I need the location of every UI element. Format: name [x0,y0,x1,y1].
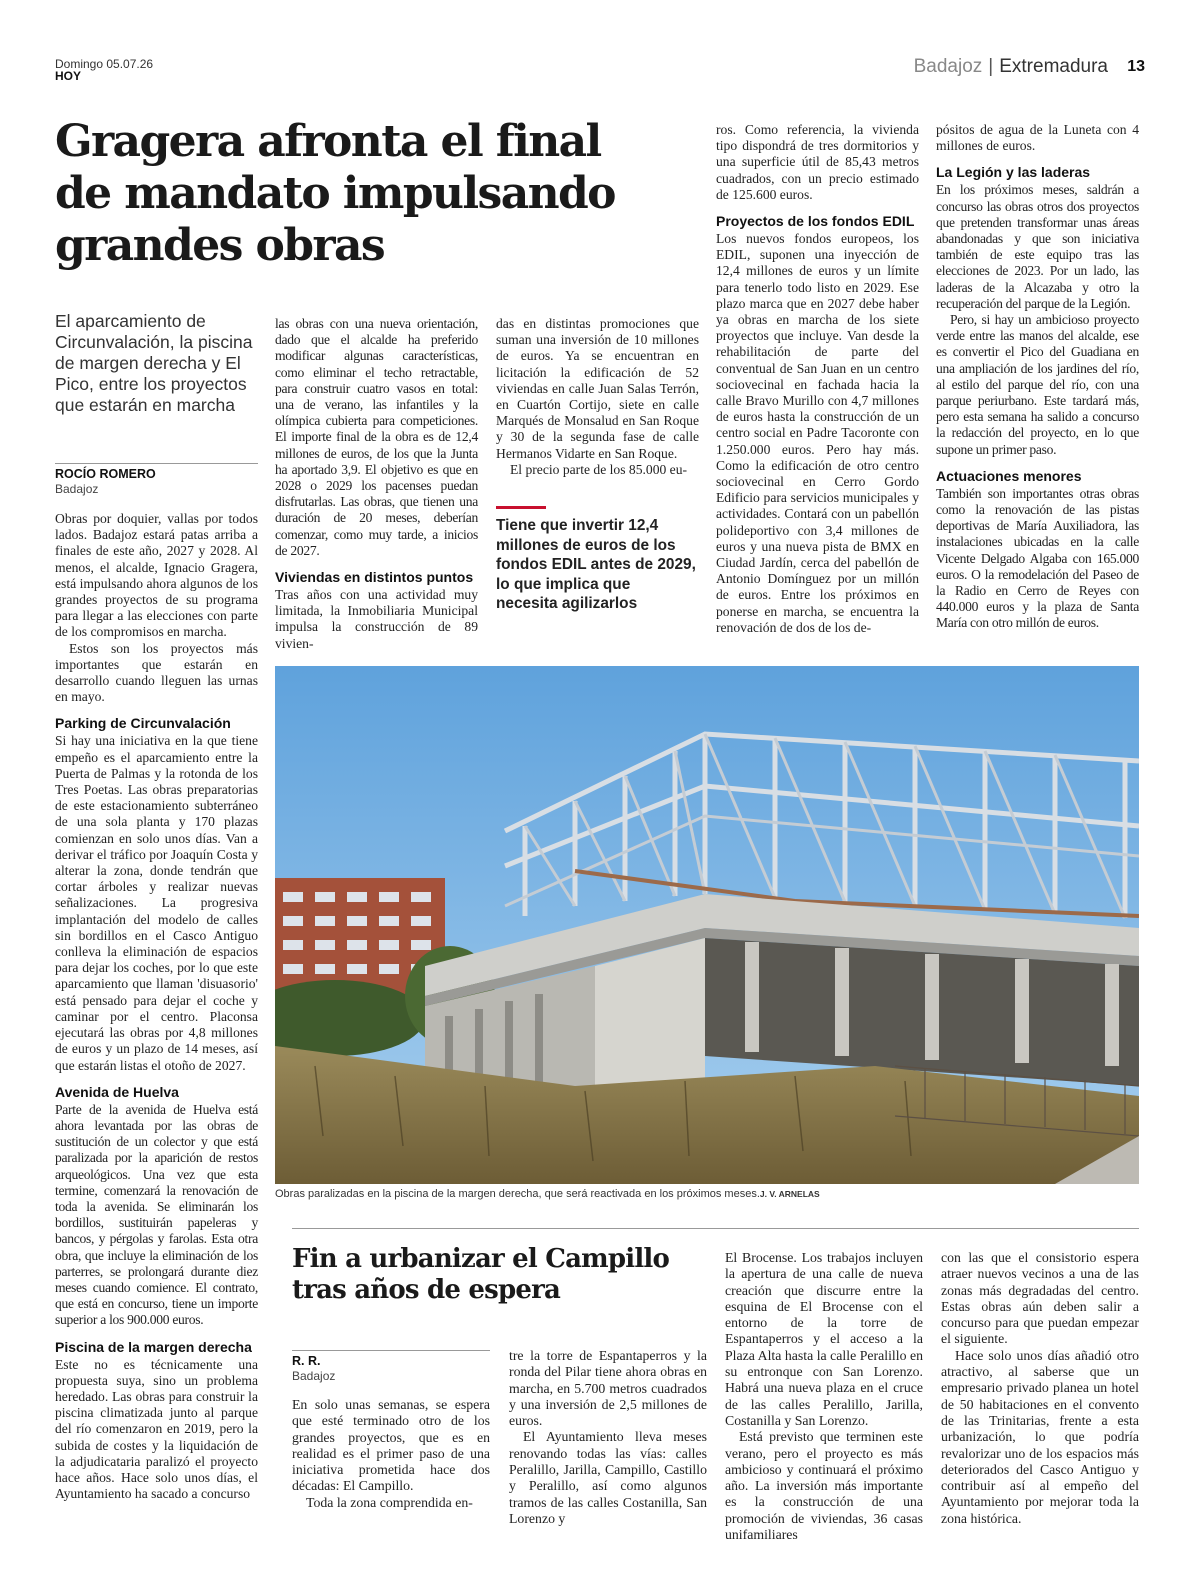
article-photo [275,666,1139,1184]
secondary-column-2 [509,1348,707,1527]
byline-divider [55,463,258,464]
secondary-headline: Fin a urbanizar el Campillo tras años de espera [292,1244,670,1305]
paragraph: das en distintas promociones que suman una inversión de 10 millones de euros. Ya se encuentran en licitación la edificación de 52 viviendas en calle Juan Salas Terrón, en Cuartón Cortijo, siete en calle Marqués de Monsalud en San Roque y 30 de la segunda fase de calle Hermanos Vidarte en San Roque. [496,316,699,461]
subheading-actuaciones: Actuaciones menores [936,467,1082,484]
photo-credit: J. V. ARNELAS [759,1189,820,1199]
secondary-column-1 [292,1397,490,1511]
main-column-3 [496,316,699,478]
main-column-1 [55,511,258,1502]
paragraph: Toda la zona comprendida en- [306,1494,473,1510]
main-author-location: Badajoz [55,482,99,496]
paragraph: Pero, si hay un ambicioso proyecto verde entre las manos del alcalde, ese es convertir el Pico del Guadiana en una ampliación de los jardines del río, al estilo del parque del río, con una parque periurbano. Este tardará más, pero esta semana ha salido a concurso la redacción del proyecto, en lo que supone un primer paso. [936,312,1139,457]
section-separator: | [988,56,994,77]
secondary-author: R. R. [292,1354,321,1368]
paragraph: pósitos de agua de la Luneta con 4 millones de euros. [936,122,1139,154]
main-column-2 [275,316,478,652]
paragraph: El Brocense. Los trabajos incluyen la apertura de una calle de nueva creación que discurre entre la esquina de El Brocense con el entorno de la torre de Espantaperros y el acceso a la Plaza Alta hasta la calle Peralillo en su entronque con San Lorenzo. Habrá una nueva plaza en el cruce de las calles Peralillo, Jarilla, Costanilla y San Lorenzo. [725,1250,923,1428]
paragraph: las obras con una nueva orientación, dado que el alcalde ha preferido modificar algunas características, como eliminar el techo retractable, para construir cuatro vasos en total: una de verano, las infantiles y la olímpica cubierta para competiciones. El importe final de la obra es de 12,4 millones de euros, de los que la Junta ha aportado 3,9. El objetivo es que en 2028 o 2029 los pacenses puedan disfrutarlas. Las obras, que tienen una duración de 20 meses, deberían comenzar, como muy tarde, a inicios de 2027. [275,316,478,558]
paragraph: Parte de la avenida de Huelva está ahora levantada por las obras de sustitución de un colector y que está paralizada por la aparición de restos arqueológicos. Una vez que esta termine, comenzará la renovación de toda la avenida. Se eliminarán los bordillos, sustituirán papeleras y bancos, y pérgolas y farolas. Esta otra obra, que incluye la eliminación de los parterres, se prolongará durante diez meses cuando comience. El contrato, que está en concurso, tiene un importe superior a los 900.000 euros. [55,1101,258,1328]
quote-accent-bar [496,506,546,509]
caption-text: Obras paralizadas en la piscina de la margen derecha, que será reactivada en los próximos meses. [275,1188,760,1200]
paragraph: Obras por doquier, vallas por todos lados. Badajoz estará patas arriba a finales de este año, 2027 y 2028. Al menos, el alcalde, Ignacio Gragera, está impulsando ahora algunos de los grandes proyectos de su programa para llegar a las elecciones con parte de los compromisos en marcha. [55,511,258,640]
main-author: ROCÍO ROMERO [55,467,156,481]
paragraph: También son importantes otras obras como la renovación de las pistas deportivas de María Auxiliadora, las instalaciones ubicadas en la calle Vicente Delgado Algaba con 165.000 euros. O la remodelación del Paseo de la Radio en Cerro de Reyes con 440.000 euros y la plaza de Santa María con otro millón de euros. [936,485,1139,631]
subheading-avenida: Avenida de Huelva [55,1083,179,1100]
page-number: 13 [1127,58,1145,75]
paragraph: Tras años con una actividad muy limitada, la Inmobiliaria Municipal impulsa la construcción de 89 vivien- [275,587,478,651]
main-column-4 [716,122,919,636]
paragraph: con las que el consistorio espera atraer nuevos vecinos a una de las zonas más degradadas del centro. Estas obras aún deben salir a concurso para que puedan empezar el siguiente. [941,1250,1139,1347]
subheading-parking: Parking de Circunvalación [55,715,231,732]
secondary-author-location: Badajoz [292,1369,336,1383]
paragraph: Está previsto que terminen este verano, pero el proyecto es más ambicioso y continuará el próximo año. La inversión más importante es la construcción de una promoción de viviendas, 36 casas unifamiliares [725,1429,923,1543]
byline-divider [292,1350,490,1351]
paragraph: Hace solo unos días añadió otro atractivo, al saberse que un empresario privado planea un hotel de 50 habitaciones en el convento de las Trinitarias, frente a esta urbanización, lo que podría revalorizar uno de los espacios más deteriorados del Casco Antiguo y contribuir así al empeño del Ayuntamiento por mejorar toda la zona histórica. [941,1347,1139,1526]
pull-quote: Tiene que invertir 12,4 millones de euros de los fondos EDIL antes de 2029, lo que implica que necesita agilizarlos [496,517,696,612]
section-region: Extremadura [999,56,1108,77]
newspaper-name: HOY [55,69,82,83]
paragraph: Estos son los proyectos más importantes que estarán en desarrollo cuando lleguen las urnas en mayo. [55,640,258,705]
subheading-viviendas: Viviendas en distintos puntos [275,569,474,586]
subheading-piscina: Piscina de la margen derecha [55,1338,252,1355]
secondary-column-4 [941,1250,1139,1527]
main-column-5 [936,122,1139,632]
paragraph: Los nuevos fondos europeos, los EDIL, suponen una inyección de 12,4 millones de euros y un límite para tenerlo todo listo en 2029. Ese plazo marca que en 2027 debe haber ya obras en marcha de los siete proyectos que incluye. Van desde la rehabilitación de parte del conventual de San Juan en un centro sociovecinal en fachada hacia la calle Bravo Murillo con 4,7 millones de euros hasta la construcción de un centro social en Padre Tacoronte con 1.250.000 euros. Pero hay más. Como la edificación de otro centro sociovecinal en Cerro Gordo Edificio para servicios municipales y actividades. Contará con un pabellón polideportivo con 3,4 millones de euros y una nueva pista de BMX en Ciudad Jardín, cerca del pabellón de Antonio Domínguez por un millón de euros. Entre los próximos en ponerse en marcha, se encuentra la renovación de dos de los de- [716,231,919,635]
section-header [914,56,1108,78]
section-city: Badajoz [913,56,983,77]
photo-caption [275,1188,1139,1200]
paragraph: Este no es técnicamente una propuesta suya, sino un problema heredado. Las obras para construir la piscina climatizada junto al parque del río comenzaron en 2019, pero la subida de costes y la liquidación de la adjudicataria paralizó el proyecto hace años. Hace solo unos días, el Ayuntamiento ha sacado a concurso [55,1356,258,1502]
secondary-column-3 [725,1250,923,1543]
main-headline: Gragera afronta el final de mandato impulsando grandes obras [55,116,615,271]
paragraph: El Ayuntamiento lleva meses renovando todas las vías: calles Peralillo, Jarilla, Campillo, Castillo y Peralillo, así como algunos tramos de las calles Costanilla, San Lorenzo y [509,1429,707,1526]
paragraph: ros. Como referencia, la vivienda tipo dispondrá de tres dormitorios y una superficie útil de 85,43 metros cuadrados, con un precio estimado de 125.600 euros. [716,122,919,202]
paragraph: Si hay una iniciativa en la que tiene empeño es el aparcamiento entre la Puerta de Palmas y la rotonda de los Tres Poetas. Las obras preparatorias de este estacionamiento subterráneo de una sola planta y 170 plazas comienzan en solo unos días. Van a derivar el tráfico por Joaquín Costa y alterar la zona, donde tendrán que cortar árboles y realizar nuevas señalizaciones. La progresiva implantación del modelo de calles sin bordillos en el Casco Antiguo conlleva la eliminación de espacios para dejar los coches, por lo que este aparcamiento que llaman 'disuasorio' está pensado para dejar el coche y caminar por el centro. Placonsa ejecutará las obras por 4,8 millones de euros y un plazo de 14 meses, así que estarán listas el otoño de 2027. [55,733,258,1073]
paragraph: En los próximos meses, saldrán a concurso las obras otros dos proyectos que pretenden transformar unas áreas abandonadas y que son iniciativa también de este equipo tras las elecciones de 2023. Por un lado, las laderas de la Alcazaba y otro la recuperación del parque de la Legión. [936,182,1139,311]
paragraph: El precio parte de los 85.000 eu- [510,461,688,477]
paragraph: En solo unas semanas, se espera que esté terminado otro de los grandes proyectos, que es en realidad es el primer paso de una iniciativa prometida hace dos décadas: El Campillo. [292,1397,490,1494]
issue-date: Domingo 05.07.26 [55,57,154,71]
subheading-legion: La Legión y las laderas [936,164,1091,181]
article-divider [292,1228,1139,1229]
paragraph: tre la torre de Espantaperros y la ronda del Pilar tiene ahora obras en marcha, en 5.700 metros cuadrados y una inversión de 2,5 millones de euros. [509,1348,707,1429]
main-subhead: El aparcamiento de Circunvalación, la piscina de margen derecha y El Pico, entre los proyectos que estarán en marcha [55,311,253,415]
subheading-edil: Proyectos de los fondos EDIL [716,213,915,230]
